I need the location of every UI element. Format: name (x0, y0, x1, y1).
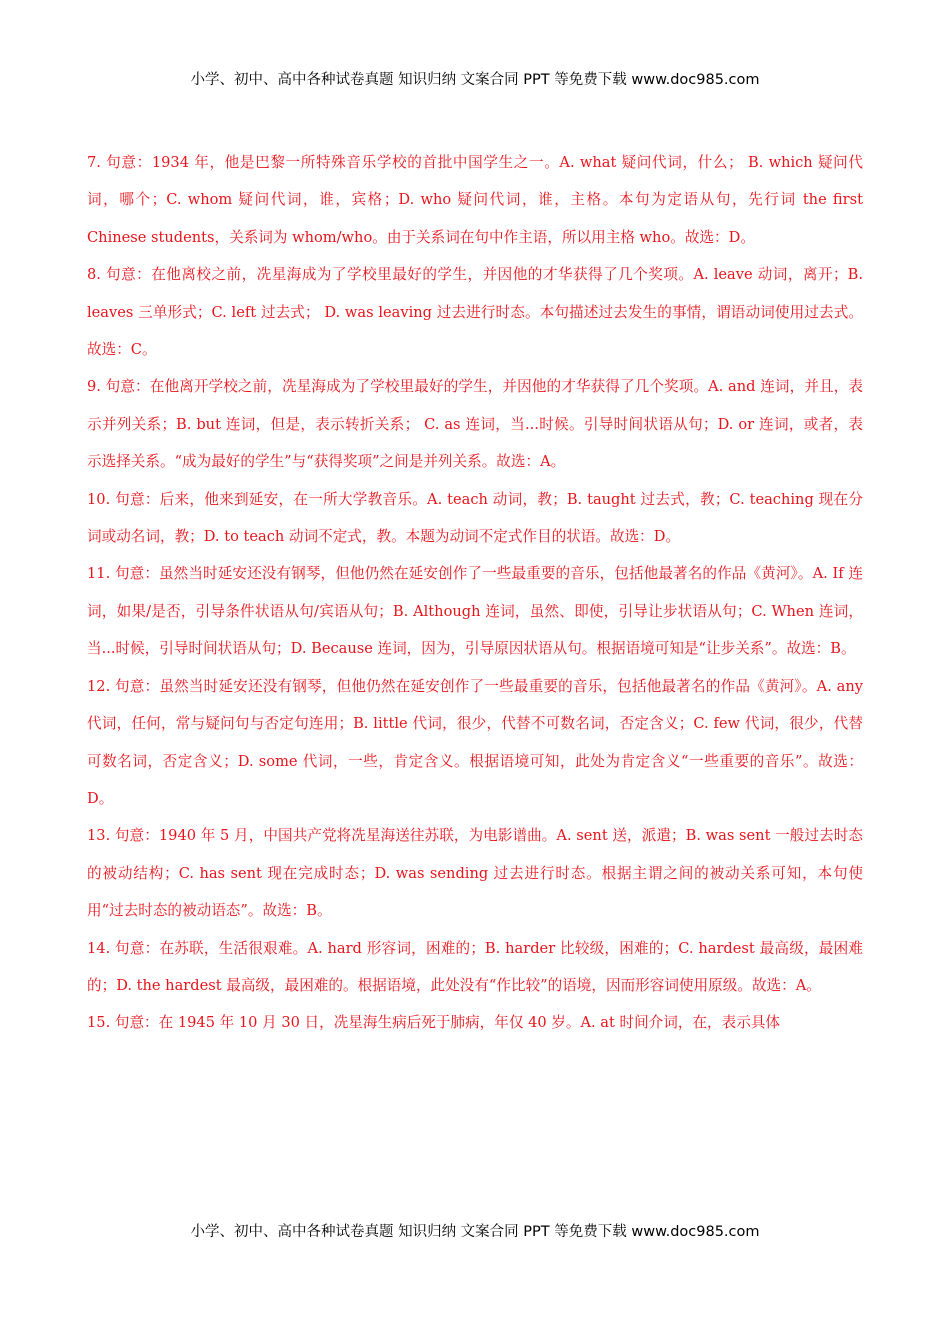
answer-item-12: 12. 句意：虽然当时延安还没有钢琴，但他仍然在延安创作了一些最重要的音乐，包括他最著名的作品《黄河》。A. any 代词，任何，常与疑问句与否定句连用；B. little 代词，很少，代替不可数名词，否定含义；C. few 代词，很少，代替可数名词，否定含义；D. some 代词，一些，肯定含义。根据语境可知，此处为肯定含义“一些重要的音乐”。故选：D。 (87, 677, 863, 807)
answer-item-9: 9. 句意：在他离开学校之前，冼星海成为了学校里最好的学生，并因他的才华获得了几个奖项。A. and 连词，并且，表示并列关系；B. but 连词，但是，表示转折关系； C. as 连词，当...时候。引导时间状语从句；D. or 连词，或者，表示选择关系。“成为最好的学生”与“获得奖项”之间是并列关系。故选：A。 (87, 378, 863, 471)
answer-item-7: 7. 句意：1934 年，他是巴黎一所特殊音乐学校的首批中国学生之一。A. what 疑问代词，什么； B. which 疑问代词，哪个；C. whom 疑问代词，谁，宾格；D. who 疑问代词，谁，主格。本句为定语从句，先行词 the first Chinese students，关系词为 whom/who。由于关系词在句中作主语，所以用主格 who。故选：D。 (87, 154, 863, 246)
answer-item-11: 11. 句意：虽然当时延安还没有钢琴，但他仍然在延安创作了一些最重要的音乐，包括他最著名的作品《黄河》。A. If 连词，如果/是否，引导条件状语从句/宾语从句；B. Although 连词，虽然、即使，引导让步状语从句；C. When 连词，当...时候，引导时间状语从句；D. Because 连词，因为，引导原因状语从句。根据语境可知是“让步关系”。故选：B。 (87, 565, 863, 658)
answer-item-15: 15. 句意：在 1945 年 10 月 30 日，冼星海生病后死于肺病，年仅 40 岁。A. at 时间介词，在，表示具体 (87, 1014, 781, 1032)
answer-explanations (87, 144, 863, 1042)
answer-item-14: 14. 句意：在苏联，生活很艰难。A. hard 形容词，困难的；B. harder 比较级，困难的；C. hardest 最高级，最困难的；D. the hardest 最高级，最困难的。根据语境，此处没有“作比较”的语境，因而形容词使用原级。故选：A。 (87, 939, 863, 994)
answer-item-10: 10. 句意：后来，他来到延安，在一所大学教音乐。A. teach 动词，教；B. taught 过去式，教；C. teaching 现在分词或动名词，教；D. to teach 动词不定式，教。本题为动词不定式作目的状语。故选：D。 (87, 490, 863, 546)
page-header: 小学、初中、高中各种试卷真题 知识归纳 文案合同 PPT 等免费下载 www.doc985.com (190, 72, 760, 88)
answer-item-13: 13. 句意：1940 年 5 月，中国共产党将冼星海送往苏联，为电影谱曲。A. sent 送，派遣；B. was sent 一般过去时态的被动结构；C. has sent 现在完成时态；D. was sending 过去进行时态。根据主谓之间的被动关系可知，本句使用“过去时态的被动语态”。故选：B。 (87, 827, 863, 920)
answer-item-8: 8. 句意：在他离校之前，冼星海成为了学校里最好的学生，并因他的才华获得了几个奖项。A. leave 动词，离开；B. leaves 三单形式；C. left 过去式； D. was leaving 过去进行时态。本句描述过去发生的事情，谓语动词使用过去式。故选：C。 (87, 266, 863, 359)
page-footer: 小学、初中、高中各种试卷真题 知识归纳 文案合同 PPT 等免费下载 www.doc985.com (190, 1224, 760, 1240)
